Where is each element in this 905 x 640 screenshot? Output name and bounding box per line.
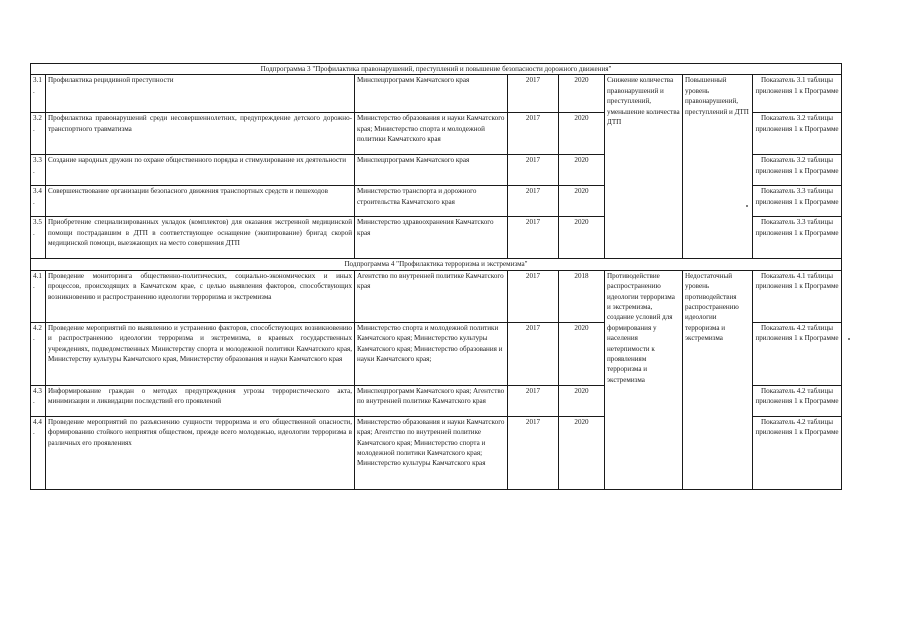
section-4-title: Подпрограмма 4 "Профилактика терроризма и экстремизма": [31, 259, 842, 270]
indicator-link: Показатель 4.2 таблицы приложения 1 к Программе: [753, 385, 842, 416]
non-implementation-consequence: Недостаточный уровень противодействия распространению идеологии терроризма и экстремизма: [683, 270, 753, 489]
executor: Министерство спорта и молодежной политики Камчатского края; Министерство культуры Камчатского края; Министерство образования и науки Камчатского края;: [355, 322, 508, 385]
row-number: 3.3.: [31, 155, 46, 186]
row-number: 3.5.: [31, 217, 46, 259]
row-number: 4.3.: [31, 385, 46, 416]
table-row: [31, 75, 842, 113]
indicator-link: Показатель 4.2 таблицы приложения 1 к Программе: [753, 322, 842, 385]
measure-name: Проведение мероприятий по разъяснению сущности терроризма и его общественной опасности, формированию стойкого неприятия обществом, прежде всего молодежью, идеологии терроризма в различных его проявлениях: [46, 416, 355, 489]
start-year: 2017: [508, 322, 559, 385]
end-year: 2020: [559, 186, 605, 217]
start-year: 2017: [508, 217, 559, 259]
program-measures-table: [30, 63, 842, 490]
start-year: 2017: [508, 385, 559, 416]
end-year: 2020: [559, 113, 605, 155]
indicator-link: Показатель 3.1 таблицы приложения 1 к Программе: [753, 75, 842, 113]
row-number: 3.4.: [31, 186, 46, 217]
row-number: 4.2.: [31, 322, 46, 385]
executor: Минспецпрограмм Камчатского края; Агентство по внутренней политике Камчатского края: [355, 385, 508, 416]
measure-name: Профилактика правонарушений среди несовершеннолетних, предупреждение детского дорожно-транспортного травматизма: [46, 113, 355, 155]
executor: Минспецпрограмм Камчатского края: [355, 75, 508, 113]
start-year: 2017: [508, 186, 559, 217]
executor: Минспецпрограмм Камчатского края: [355, 155, 508, 186]
executor: Министерство здравоохранения Камчатского края: [355, 217, 508, 259]
executor: Агентство по внутренней политике Камчатского края: [355, 270, 508, 322]
start-year: 2017: [508, 155, 559, 186]
executor: Министерство транспорта и дорожного строительства Камчатского края: [355, 186, 508, 217]
indicator-link: Показатель 3.3 таблицы приложения 1 к Программе: [753, 186, 842, 217]
executor: Министерство образования и науки Камчатского края; Агентство по внутренней политике Камчатского края; Министерство спорта и молодежной политики Камчатского края; Министерство культуры Камчатского края: [355, 416, 508, 489]
section-3-title: Подпрограмма 3 "Профилактика правонарушений, преступлений и повышение безопасности дорожного движения": [31, 64, 842, 75]
measure-name: Создание народных дружин по охране общественного порядка и стимулирование их деятельности: [46, 155, 355, 186]
start-year: 2017: [508, 75, 559, 113]
end-year: 2020: [559, 416, 605, 489]
measure-name: Приобретение специализированных укладок (комплектов) для оказания экстренной медицинской помощи пострадавшим в ДТП в соответствующее оснащение (экипирование) бригад скорой медицинской помощи, выезжающих на место совершения ДТП: [46, 217, 355, 259]
measure-name: Проведение мониторинга общественно-политических, социально-экономических и иных процессов, происходящих в Камчатском крае, с целью выявления факторов, способствующих возникновению и распространению идеологии терроризма и экстремизма: [46, 270, 355, 322]
measure-name: Совершенствование организации безопасного движения транспортных средств и пешеходов: [46, 186, 355, 217]
expected-result: Противодействие распространению идеологии терроризма и экстремизма, создание условий для формирования у населения нетерпимости к проявлениям терроризма и экстремизма: [605, 270, 683, 489]
executor: Министерство образования и науки Камчатского края; Министерство спорта и молодежной политики Камчатского края: [355, 113, 508, 155]
row-number: 3.2.: [31, 113, 46, 155]
row-number: 3.1.: [31, 75, 46, 113]
non-implementation-consequence: Повышенный уровень правонарушений, преступлений и ДТП: [683, 75, 753, 259]
end-year: 2020: [559, 155, 605, 186]
scan-speck: [746, 205, 748, 207]
expected-result: Снижение количества правонарушений и преступлений, уменьшение количества ДТП: [605, 75, 683, 259]
start-year: 2017: [508, 416, 559, 489]
row-number: 4.1.: [31, 270, 46, 322]
indicator-link: Показатель 3.2 таблицы приложения 1 к Программе: [753, 113, 842, 155]
row-number: 4.4.: [31, 416, 46, 489]
end-year: 2020: [559, 75, 605, 113]
indicator-link: Показатель 4.2 таблицы приложения 1 к Программе: [753, 416, 842, 489]
end-year: 2020: [559, 217, 605, 259]
measure-name: Профилактика рецидивной преступности: [46, 75, 355, 113]
measure-name: Проведение мероприятий по выявлению и устранению факторов, способствующих возникновению и распространению идеологии терроризма и экстремизма, в краевых государственных учреждениях, подведомственных Министерству спорта и молодежной политики Камчатского края, Министерству культуры Камчатского края, Министерству образования и науки Камчатского края: [46, 322, 355, 385]
end-year: 2020: [559, 322, 605, 385]
section-header-row: [31, 259, 842, 270]
end-year: 2020: [559, 385, 605, 416]
scan-speck: [848, 338, 850, 340]
indicator-link: Показатель 4.1 таблицы приложения 1 к Программе: [753, 270, 842, 322]
start-year: 2017: [508, 270, 559, 322]
section-header-row: [31, 64, 842, 75]
measure-name: Информирование граждан о методах предупреждения угрозы террористического акта, минимизации и ликвидации последствий его проявлений: [46, 385, 355, 416]
indicator-link: Показатель 3.3 таблицы приложения 1 к Программе: [753, 217, 842, 259]
end-year: 2018: [559, 270, 605, 322]
table-row: [31, 270, 842, 322]
start-year: 2017: [508, 113, 559, 155]
indicator-link: Показатель 3.2 таблицы приложения 1 к Программе: [753, 155, 842, 186]
